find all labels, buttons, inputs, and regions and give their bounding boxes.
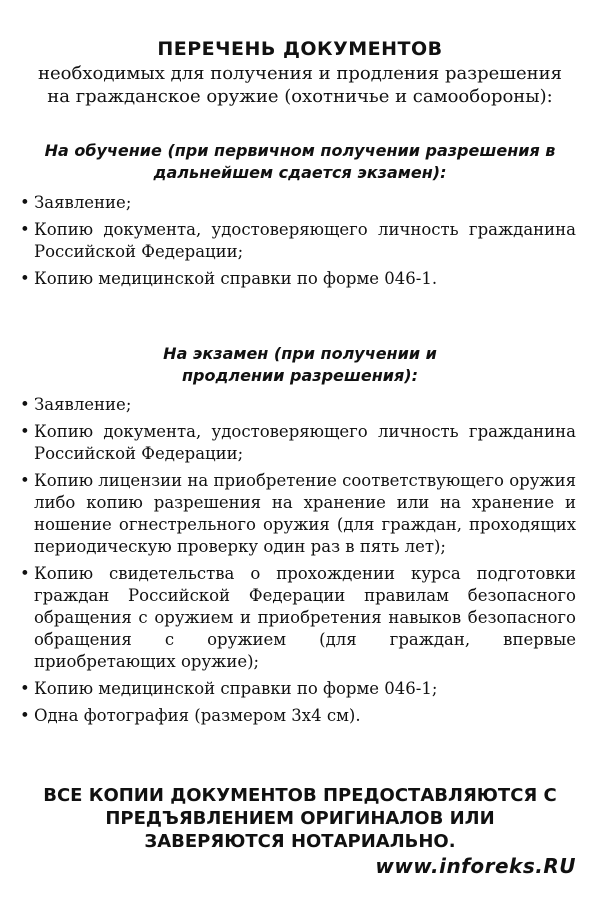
bullet-icon: • [20,422,30,441]
list-item-text: Копию документа, удостоверяющего личность гражданина Российской Федерации; [34,422,576,463]
bullet-icon: • [20,679,30,698]
list-item [20,192,576,214]
bullet-icon: • [20,471,30,490]
list-item [20,219,576,263]
list-item-text: Заявление; [34,193,132,212]
list-item-text: Копию документа, удостоверяющего личность гражданина Российской Федерации; [34,220,576,261]
bullet-icon: • [20,395,30,414]
section-training-list [20,192,576,295]
list-item [20,563,576,673]
section-exam-list [20,394,576,732]
footer-line-1: ВСЕ КОПИИ ДОКУМЕНТОВ ПРЕДОСТАВЛЯЮТСЯ С [43,785,557,806]
section-exam-heading [0,343,600,387]
list-item [20,705,576,727]
subtitle-line-1: необходимых для получения и продления разрешения [38,63,562,84]
footer-line-2: ПРЕДЪЯВЛЕНИЕМ ОРИГИНАЛОВ ИЛИ [105,808,495,829]
bullet-icon: • [20,706,30,725]
list-item-text: Копию медицинской справки по форме 046-1; [34,679,438,698]
list-item-text: Одна фотография (размером 3х4 см). [34,706,361,725]
section-exam-heading-line-2: продлении разрешения): [182,366,418,385]
bullet-icon: • [20,220,30,239]
bullet-icon: • [20,269,30,288]
list-item [20,470,576,558]
footer-notice [0,784,600,853]
list-item [20,678,576,700]
bullet-icon: • [20,564,30,583]
section-training-heading [0,140,600,184]
list-item-text: Копию свидетельства о прохождении курса подготовки граждан Российской Федерации правилам безопасного обращения с оружием и приобретения навыков безопасного обращения с оружием (для граждан, впервые приобретающих оружие); [34,564,576,671]
bullet-icon: • [20,193,30,212]
section-training-heading-line-1: На обучение (при первичном получении разрешения в [44,141,556,160]
document-subtitle [0,62,600,108]
list-item [20,421,576,465]
list-item-text: Копию лицензии на приобретение соответствующего оружия либо копию разрешения на хранение или на хранение и ношение огнестрельного оружия (для граждан, проходящих периодическую проверку один раз в пять лет); [34,471,576,556]
list-item [20,394,576,416]
list-item-text: Копию медицинской справки по форме 046-1. [34,269,438,288]
subtitle-line-2: на гражданское оружие (охотничье и самообороны): [47,86,553,107]
list-item [20,268,576,290]
section-training-heading-line-2: дальнейшем сдается экзамен): [153,163,447,182]
section-exam-heading-line-1: На экзамен (при получении и [163,344,437,363]
website-watermark: www.inforeks.RU [375,854,576,878]
document-title: ПЕРЕЧЕНЬ ДОКУМЕНТОВ [157,38,443,60]
list-item-text: Заявление; [34,395,132,414]
footer-line-3: ЗАВЕРЯЮТСЯ НОТАРИАЛЬНО. [144,831,456,852]
